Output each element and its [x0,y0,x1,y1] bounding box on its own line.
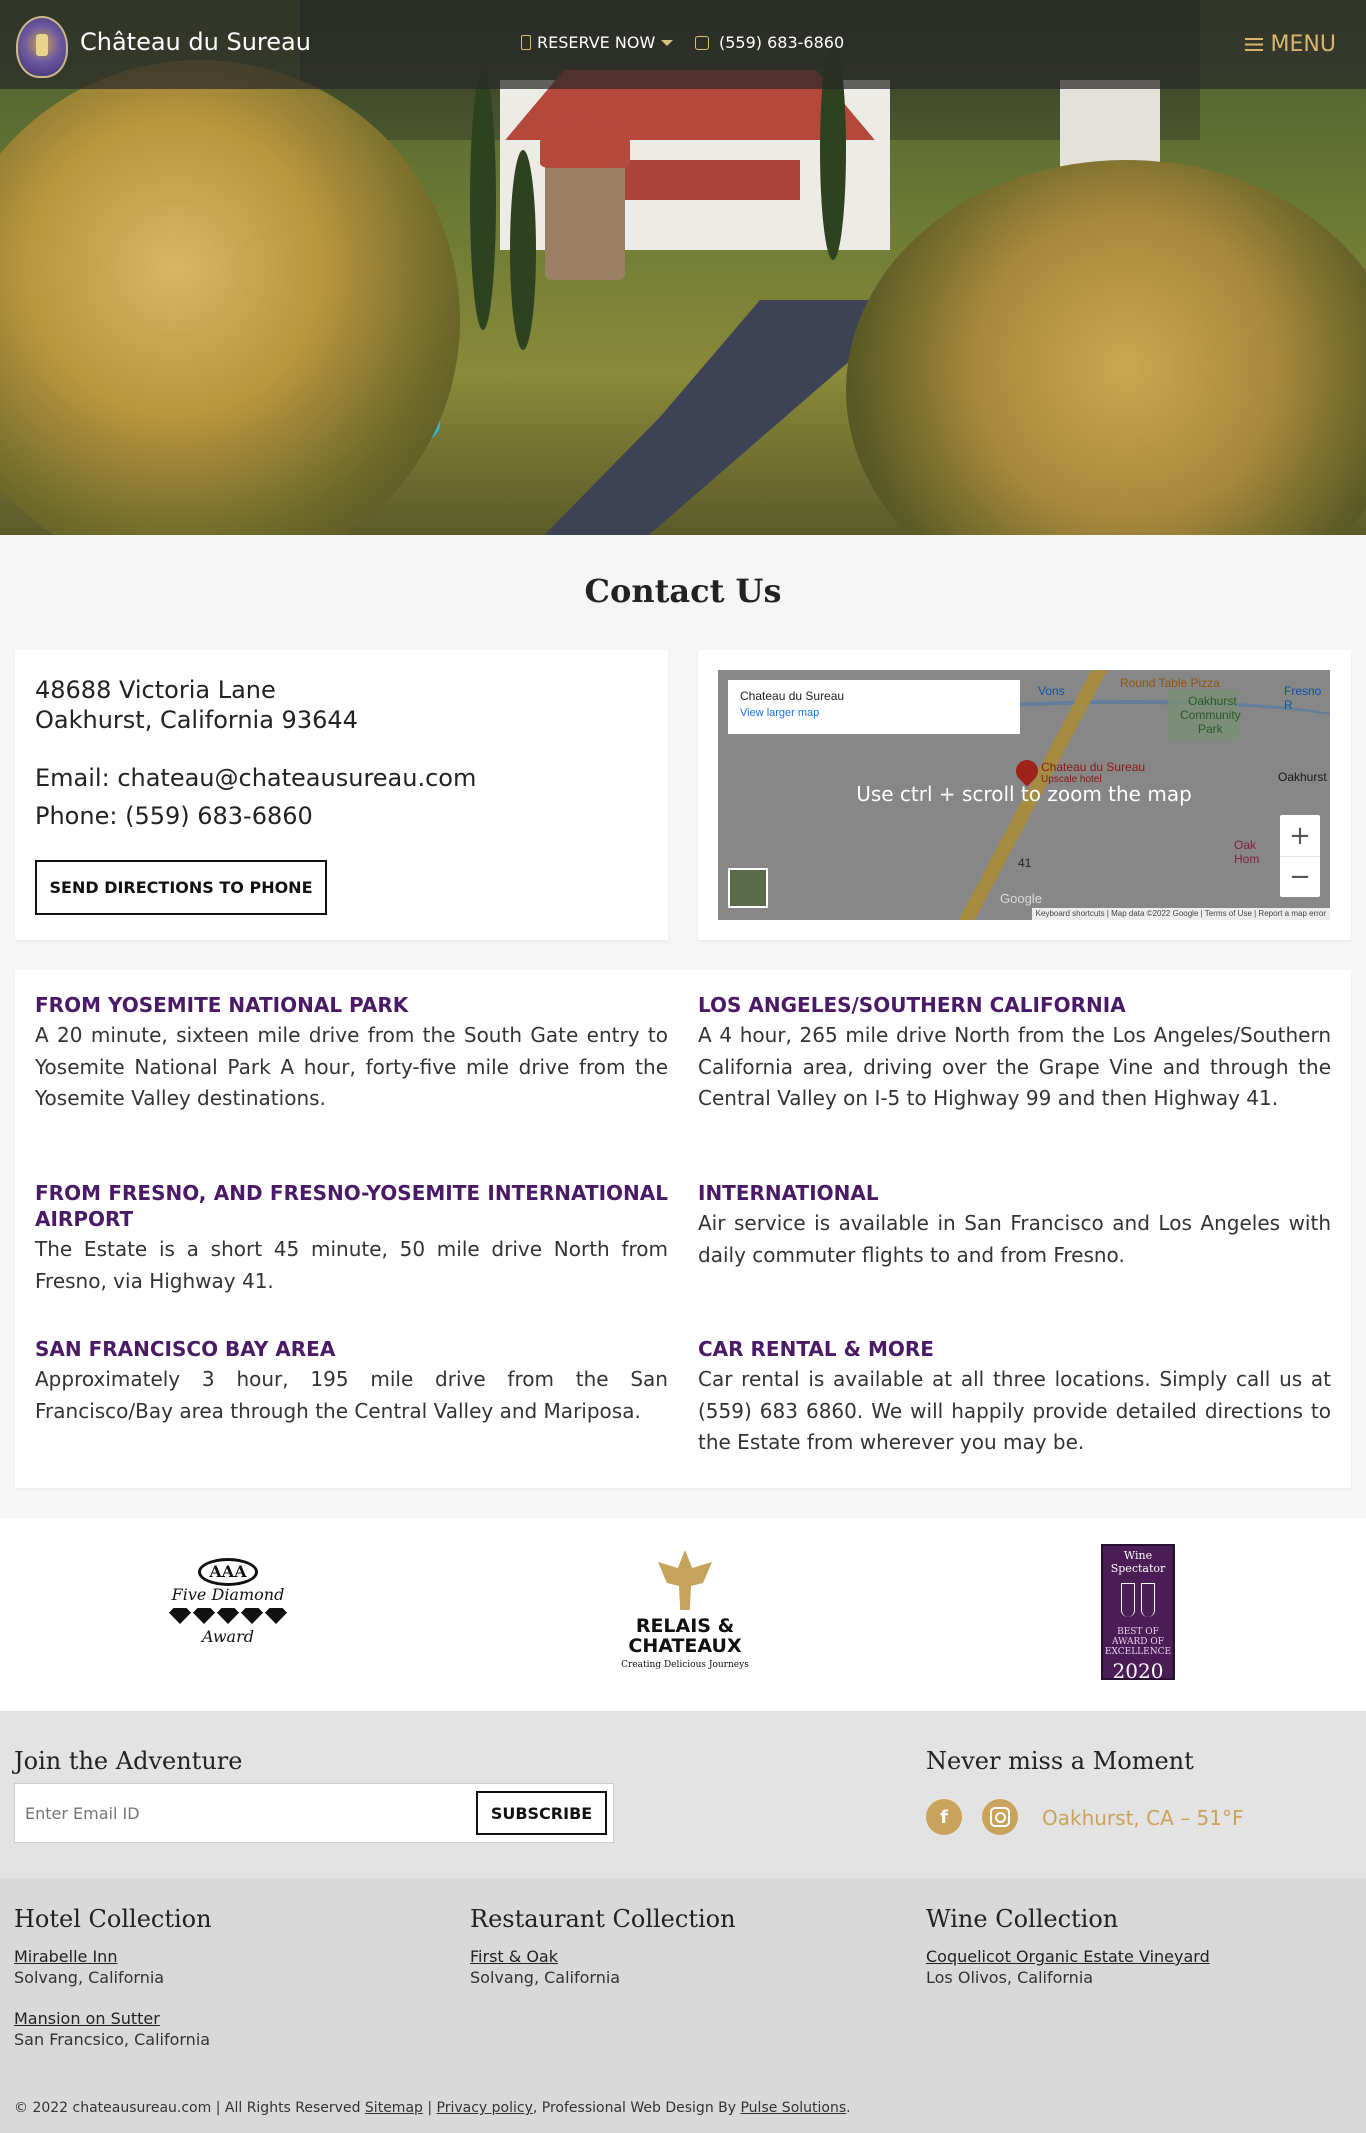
hero-cypress [510,150,536,350]
subscribe-form [14,1783,614,1843]
join-title: Join the Adventure [14,1747,243,1775]
design-credit-text: , Professional Web Design By [532,2100,737,2116]
aaa-five-diamond-logo [163,1558,293,1678]
relais-chateaux-logo [620,1550,750,1670]
collection-item [14,1947,434,1987]
header-phone-number: (559) 683-6860 [719,33,845,52]
direction-block [35,992,668,1115]
wine-collection [926,1905,1346,1987]
direction-block [698,992,1331,1115]
footer-period: . [846,2100,851,2116]
ws-title: Wine Spectator [1110,1549,1166,1575]
map-label: Round Table Pizza [1120,676,1220,690]
instagram-icon[interactable] [982,1799,1018,1835]
direction-heading: SAN FRANCISCO BAY AREA [35,1337,336,1361]
top-navigation-bar [0,0,1366,89]
address-line-1: 48688 Victoria Lane [35,676,276,704]
newsletter-section [0,1711,1366,1878]
restaurant-link[interactable]: First & Oak [470,1947,558,1966]
hotel-location: Solvang, California [14,1968,165,1987]
hotel-collection-title: Hotel Collection [14,1905,212,1933]
wine-glasses-icon [1103,1583,1173,1617]
google-logo: Google [1000,891,1042,906]
map-pin-label: Chateau du Sureau [1041,760,1146,774]
header-phone-link[interactable] [695,33,844,52]
direction-heading: LOS ANGELES/SOUTHERN CALIFORNIA [698,993,1126,1017]
direction-text: A 20 minute, sixteen mile drive from the South Gate entry to Yosemite National Park A hour, forty-five mile drive from the Yosemite Valley destinations. [35,1023,668,1110]
direction-heading: FROM FRESNO, AND FRESNO-YOSEMITE INTERNATIONAL AIRPORT [35,1181,668,1231]
hotel-collection [14,1905,434,2049]
map-label: Oakhurst [1188,694,1237,708]
rc-line-1: RELAIS & [635,1615,735,1637]
wine-location: Los Olivos, California [926,1968,1094,1987]
direction-heading: INTERNATIONAL [698,1181,879,1205]
direction-text: The Estate is a short 45 minute, 50 mile drive North from Fresno, via Highway 41. [35,1237,668,1293]
phone-label: Phone: [35,802,118,830]
phone-icon [695,36,709,50]
email-row [35,764,476,792]
copyright-text: © 2022 chateausureau.com | All Rights Reserved [14,2100,361,2116]
hotel-link[interactable]: Mansion on Sutter [14,2009,160,2028]
phone-link[interactable]: (559) 683-6860 [125,802,313,830]
hero-trees-right [846,160,1366,535]
collection-item [14,2009,434,2049]
site-title[interactable]: Château du Sureau [80,28,311,56]
crest-logo-icon[interactable] [16,16,68,78]
rc-line-2: CHATEAUX [628,1635,742,1657]
direction-text: A 4 hour, 265 mile drive North from the Los Angeles/Southern California area, driving over the Grape Vine and through the Central Valley on I-5 to Highway 99 and then Highway 41. [698,1023,1331,1110]
satellite-toggle[interactable] [728,868,768,908]
pulse-solutions-link[interactable]: Pulse Solutions [740,2100,847,2116]
view-larger-map-link[interactable]: View larger map [740,707,820,719]
map-label: Fresno R [1284,684,1322,712]
google-map[interactable] [718,670,1330,920]
reserve-now-button[interactable] [521,33,673,52]
menu-button[interactable] [1245,32,1336,57]
direction-text: Air service is available in San Francisco and Los Angeles with daily commuter flights to and from Fresno. [698,1211,1331,1267]
fleur-de-lis-icon [655,1550,715,1610]
direction-block [35,1180,668,1297]
collection-item [470,1947,890,1987]
menu-label: MENU [1270,32,1336,57]
aaa-line-2: Award [202,1627,254,1646]
restaurant-collection-title: Restaurant Collection [470,1905,736,1933]
map-label: Hom [1234,852,1260,866]
direction-heading: FROM YOSEMITE NATIONAL PARK [35,993,409,1017]
email-link[interactable]: chateau@chateausureau.com [117,764,477,792]
facebook-icon[interactable]: f [926,1799,962,1835]
map-label: Park [1198,722,1223,736]
page-title: Contact Us [584,572,782,610]
diamonds-icon [163,1608,293,1624]
ws-year: 2020 [1112,1659,1164,1683]
copyright-line [14,2100,851,2116]
collection-item [926,1947,1346,1987]
phone-row [35,802,313,830]
map-info-box [728,680,1020,734]
wine-spectator-badge [1101,1544,1175,1683]
map-label: Oakhurst [1278,770,1327,784]
zoom-out-button[interactable]: − [1280,856,1320,897]
sitemap-link[interactable]: Sitemap [364,2100,423,2116]
awards-strip [0,1518,1366,1711]
wine-collection-title: Wine Collection [926,1905,1119,1933]
direction-block [698,1180,1331,1271]
caret-down-icon [661,40,673,46]
calendar-icon [521,35,531,50]
email-input[interactable] [25,1800,465,1826]
map-label: Community [1180,708,1241,722]
map-label: Vons [1038,684,1065,698]
email-label: Email: [35,764,110,792]
map-place-name: Chateau du Sureau [740,689,845,703]
collections-footer [0,1878,1366,2133]
address-line-2: Oakhurst, California 93644 [35,706,358,734]
weather-readout: Oakhurst, CA – 51°F [1042,1806,1244,1830]
reserve-now-label: RESERVE NOW [537,33,656,52]
hotel-location: San Francsico, California [14,2030,211,2049]
hero-tower [545,150,625,280]
map-label: 41 [1018,856,1032,870]
never-miss-title: Never miss a Moment [926,1747,1194,1775]
hotel-link[interactable]: Mirabelle Inn [14,1947,118,1966]
hero-side-wing [1060,80,1160,170]
map-card [698,650,1351,940]
direction-text: Car rental is available at all three locations. Simply call us at (559) 683 6860. We will happily provide detailed directions to the Estate from wherever you may be. [698,1367,1331,1454]
direction-text: Approximately 3 hour, 195 mile drive from the San Francisco/Bay area through the Central Valley and Mariposa. [35,1367,668,1423]
map-zoom-hint: Use ctrl + scroll to zoom the map [856,782,1192,806]
direction-block [35,1336,668,1427]
hamburger-icon [1245,38,1263,51]
hero-cypress [470,70,496,330]
wine-link[interactable]: Coquelicot Organic Estate Vineyard [926,1947,1210,1966]
restaurant-location: Solvang, California [470,1968,621,1987]
footer-separator: | [427,2100,433,2116]
restaurant-collection [470,1905,890,1987]
map-zoom-control [1280,815,1320,897]
hero-tower-roof [540,118,630,168]
rc-tagline: Creating Delicious Journeys [621,1660,749,1670]
map-label: Oak [1234,838,1257,852]
zoom-in-button[interactable]: + [1289,820,1311,851]
privacy-policy-link[interactable]: Privacy policy [436,2100,533,2116]
map-attribution[interactable]: Keyboard shortcuts | Map data ©2022 Google | Terms of Use | Report a map error [1032,908,1330,920]
subscribe-button[interactable]: SUBSCRIBE [476,1791,607,1835]
aaa-oval-icon: AAA [198,1558,258,1586]
send-directions-button[interactable]: SEND DIRECTIONS TO PHONE [35,860,327,915]
direction-block [698,1336,1331,1459]
map-pin-sublabel: Upscale hotel [1041,774,1102,785]
directions-card [15,970,1351,1488]
ws-award: BEST OF AWARD OF EXCELLENCE [1104,1627,1172,1657]
direction-heading: CAR RENTAL & MORE [698,1337,934,1361]
address-card [15,650,668,940]
aaa-line-1: Five Diamond [171,1585,285,1604]
